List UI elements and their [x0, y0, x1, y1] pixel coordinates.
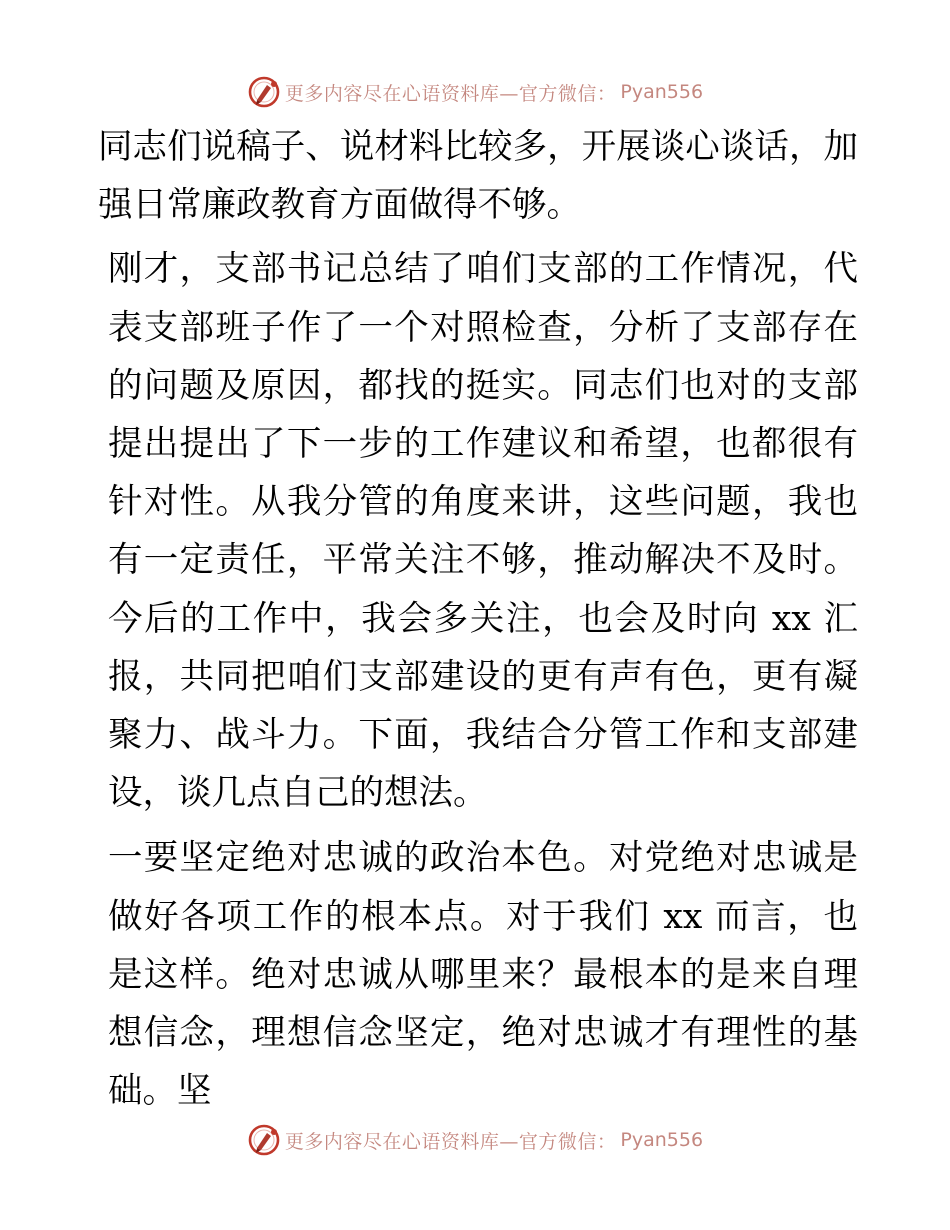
paragraph-1: 同志们说稿子、说材料比较多，开展谈心谈话，加强日常廉政教育方面做得不够。 — [98, 127, 858, 226]
watermark-account: Pyan556 — [620, 81, 704, 103]
document-body — [98, 118, 858, 1120]
header-watermark — [0, 72, 950, 112]
paragraph-3 — [98, 829, 858, 1120]
pen-logo-icon — [247, 1123, 281, 1157]
paragraph-3-text: 一要坚定绝对忠诚的政治本色。对党绝对忠诚是做好各项工作的根本点。对于我们 xx 而言，也是这样。绝对忠诚从哪里来？最根本的是来自理想信念，理想信念坚定，绝对忠诚才有理性的基础。坚 — [108, 838, 858, 1112]
pen-logo-icon — [247, 75, 281, 109]
footer-watermark — [0, 1120, 950, 1160]
watermark-text: 更多内容尽在心语资料库—官方微信： — [284, 1130, 617, 1153]
watermark-text: 更多内容尽在心语资料库—官方微信： — [284, 82, 617, 105]
paragraph-2-text: 刚才，支部书记总结了咱们支部的工作情况，代表支部班子作了一个对照检查，分析了支部存在的问题及原因，都找的挺实。同志们也对的支部提出提出了下一步的工作建议和希望，也都很有针对性。从我分管的角度来讲，这些问题，我也有一定责任，平常关注不够，推动解决不及时。今后的工作中，我会多关注，也会及时向 xx 汇报，共同把咱们支部建设的更有声有色，更有凝聚力、战斗力。下面，我结合分管工作和支部建设，谈几点自己的想法。 — [108, 249, 858, 814]
watermark-account: Pyan556 — [620, 1129, 704, 1151]
paragraph-2 — [98, 240, 858, 822]
